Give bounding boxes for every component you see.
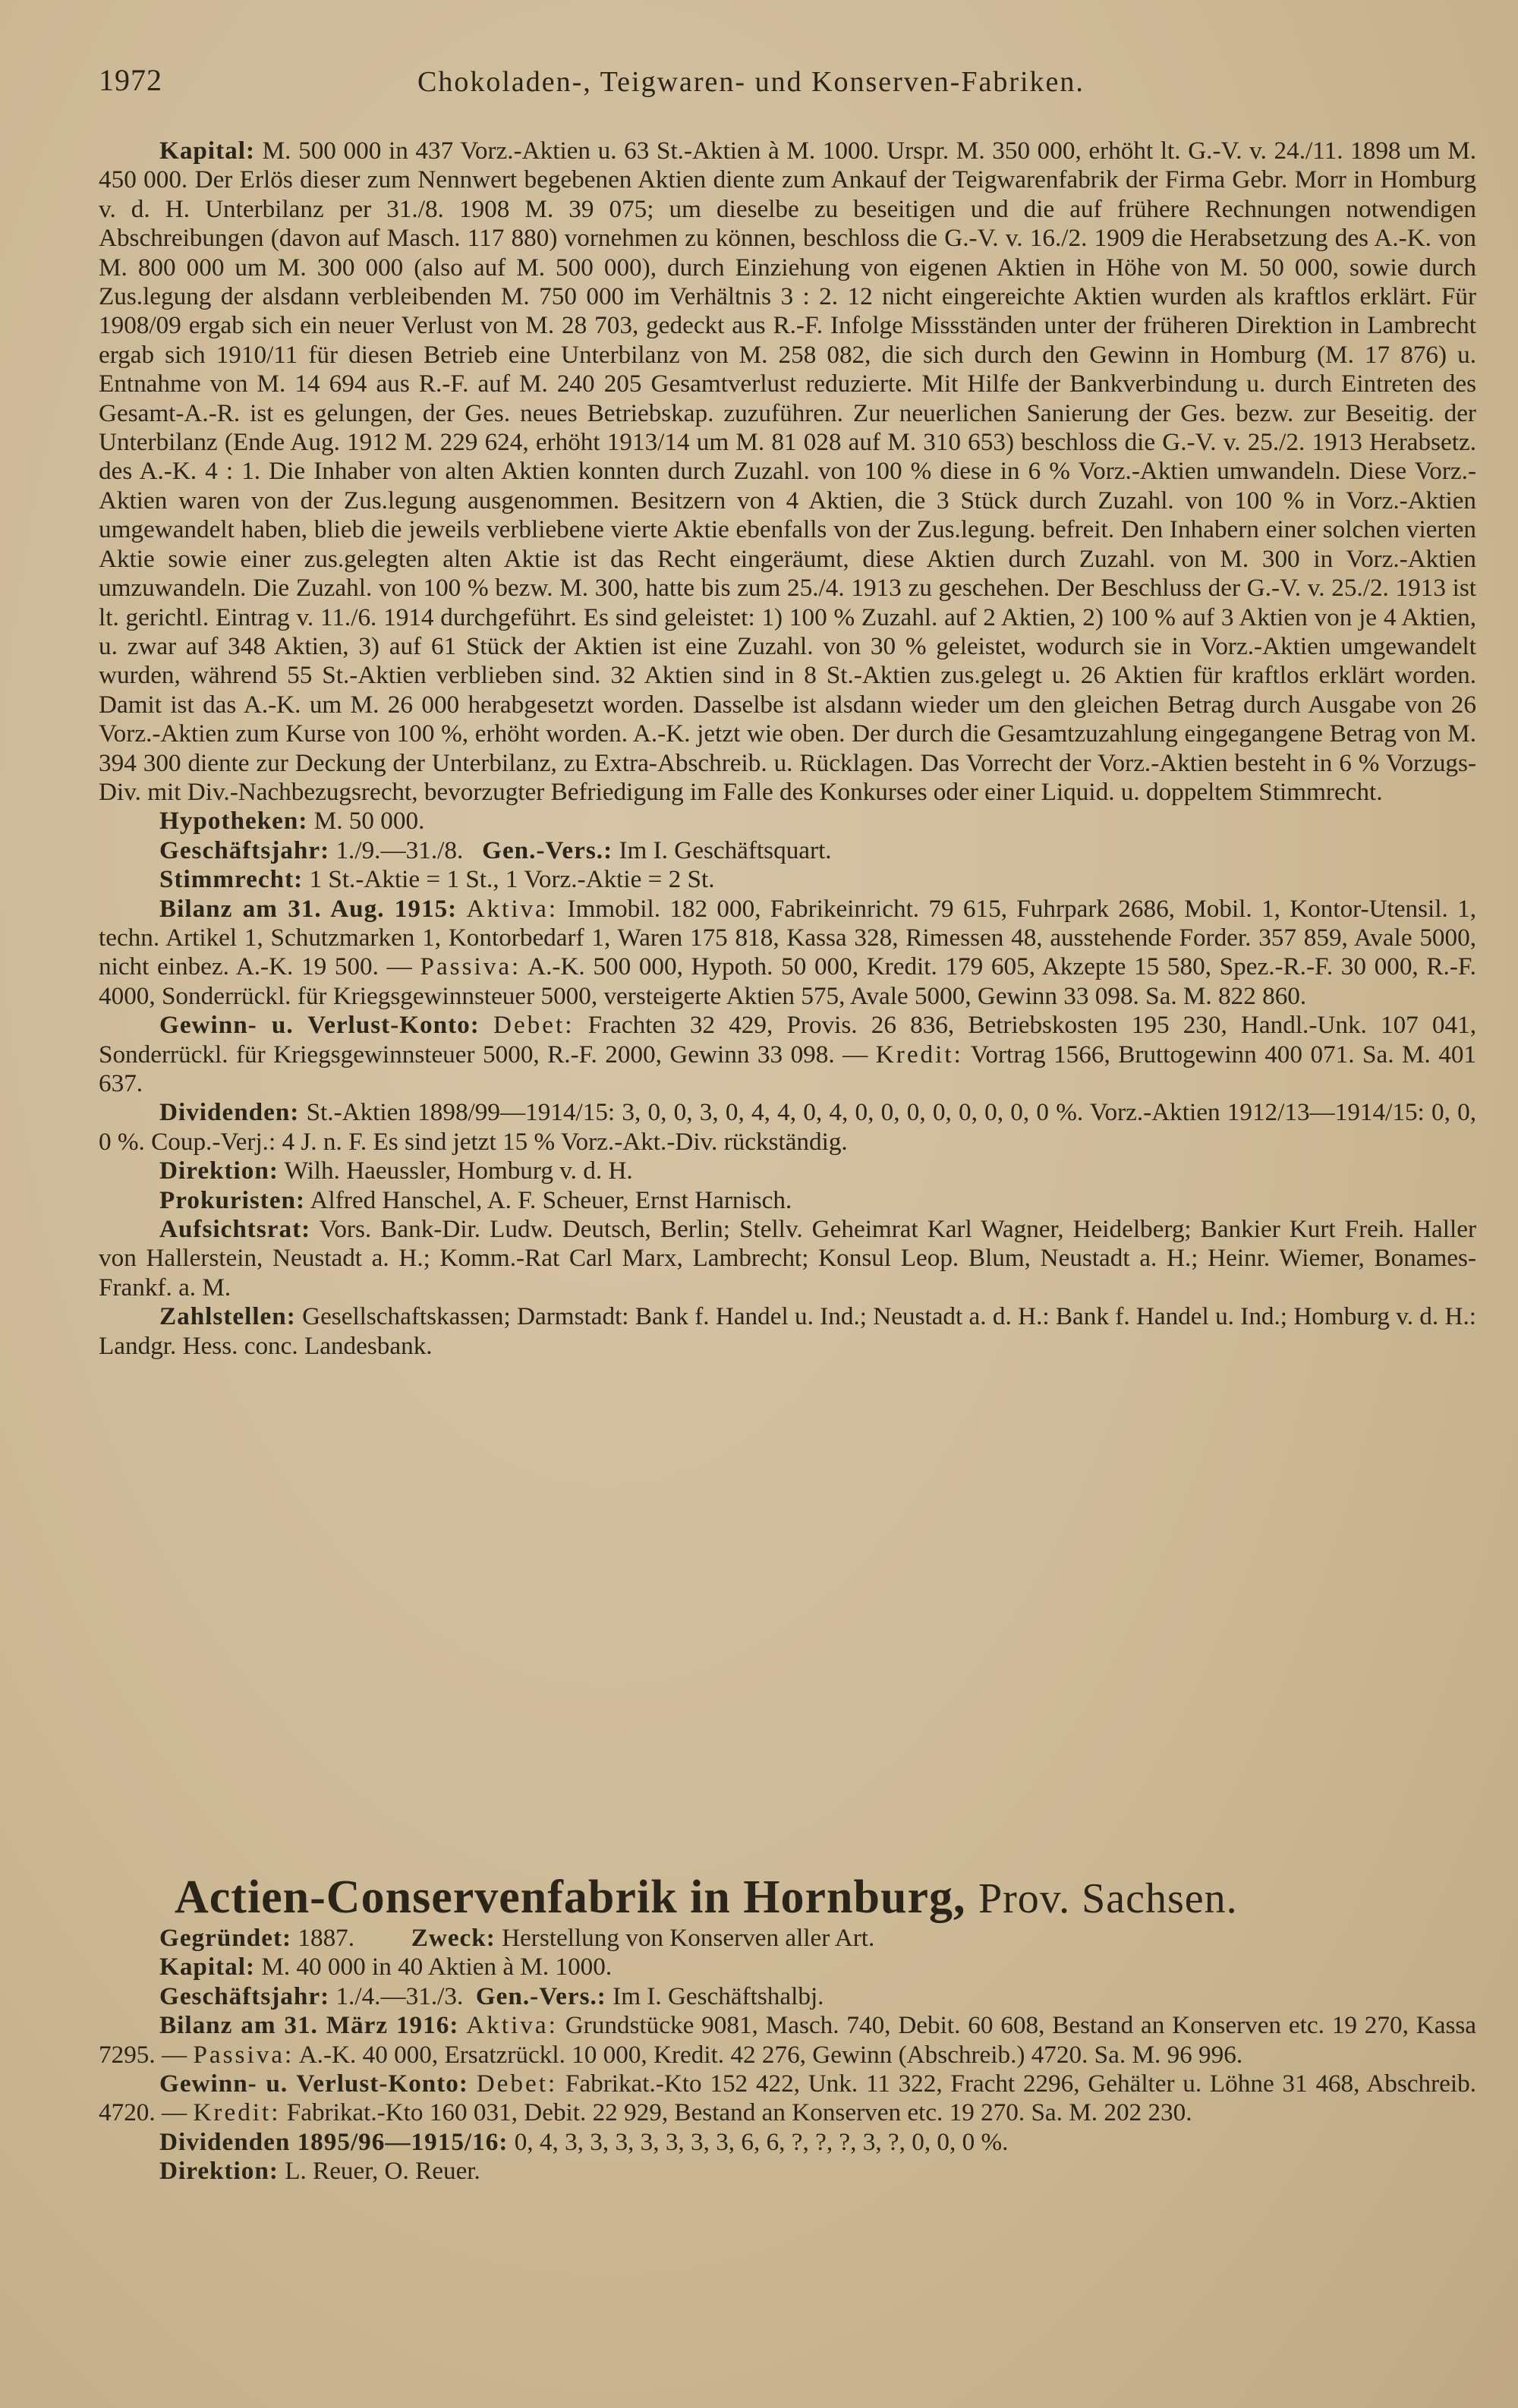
guv-paragraph [99,1011,1476,1098]
geschaeftsjahr2-text: 1./4.—31./3. [335,1981,464,2010]
company2-entry [99,1924,1476,2186]
aufsichtsrat-text: Vors. Bank-Dir. Ludw. Deutsch, Berlin; Stellv. Geheimrat Karl Wagner, Heidelberg; Bankier Kurt Freih. Haller von Hallerstein, Neustadt a. H.; Komm.-Rat Carl Marx, Lambrecht; Konsul Leop. Blum, Neustadt a. H.; Heinr. Wiemer, Bonames-Frankf. a. M. [99,1215,1476,1302]
zahlstellen-paragraph [99,1302,1476,1361]
aufsichtsrat-paragraph [99,1215,1476,1302]
stimmrecht-paragraph [99,865,1476,894]
debet2-label: Debet: [476,2070,558,2098]
gegruendet-label: Gegründet: [159,1924,292,1952]
hypotheken-text: M. 50 000. [313,807,425,836]
kapital2-paragraph [99,1953,1476,1981]
genvers2-label: Gen.-Vers.: [475,1981,606,2010]
kapital2-label: Kapital: [159,1953,256,1981]
direktion2-paragraph [99,2157,1476,2186]
dividenden-paragraph [99,1098,1476,1157]
dividenden-text: St.-Aktien 1898/99—1914/15: 3, 0, 0, 3, 0, 4, 4, 0, 4, 0, 0, 0, 0, 0, 0, 0, 0 %. Vorz.-Aktien 1912/13—1914/15: 0, 0, 0 %. Coup.-Verj.: 4 J. n. F. Es sind jetzt 15 % Vorz.-Akt.-Div. rückständig. [99,1098,1477,1156]
aktiva-text: Immobil. 182 000, Fabrikeinricht. 79 615, Fuhrpark 2686, Mobil. 1, Kontor-Utensil. 1, techn. Artikel 1, Schutzmarken 1, Kontorbedarf 1, Waren 175 818, Kassa 328, Rimessen 48, ausstehende Forder. 357 859, Avale 5000, nicht einbez. A.-K. 19 500. — [99,894,1476,981]
dividenden2-text: 0, 4, 3, 3, 3, 3, 3, 3, 3, 6, 6, ?, ?, ?, 3, ?, 0, 0, 0 %. [514,2127,1009,2156]
zahlstellen-label: Zahlstellen: [159,1302,296,1331]
running-title: Chokoladen-, Teigwaren- und Konserven-Fabriken. [417,66,1085,98]
kapital-label: Kapital: [159,137,256,165]
page-number: 1972 [99,63,162,97]
company2-name: Actien-Conservenfabrik in Hornburg, [175,1871,966,1923]
bilanz2-label: Bilanz am 31. März 1916: [159,2011,459,2040]
hypotheken-paragraph [99,807,1476,836]
direktion-text: Wilh. Haeussler, Homburg v. d. H. [284,1157,633,1185]
passiva2-text: A.-K. 40 000, Ersatzrückl. 10 000, Kredit. 42 276, Gewinn (Abschreib.) 4720. Sa. M. 96 996. [298,2040,1243,2069]
bilanz-paragraph [99,895,1476,1012]
company2-title [175,1871,1465,1925]
zweck-text: Herstellung von Konserven aller Art. [502,1924,875,1952]
passiva-text: A.-K. 500 000, Hypoth. 50 000, Kredit. 179 605, Akzepte 15 580, Spez.-R.-F. 30 000, R.-F. 4000, Sonderrückl. für Kriegsgewinnsteuer 5000, versteigerte Aktien 575, Avale 5000, Gewinn 33 098. Sa. M. 822 860. [99,952,1476,1010]
kapital2-text: M. 40 000 in 40 Aktien à M. 1000. [261,1953,613,1981]
dividenden2-paragraph [99,2128,1476,2157]
guv2-label: Gewinn- u. Verlust-Konto: [159,2070,468,2098]
kredit2-text: Fabrikat.-Kto 160 031, Debit. 22 929, Bestand an Konserven etc. 19 270. Sa. M. 202 230. [286,2098,1192,2127]
guv-label: Gewinn- u. Verlust-Konto: [159,1011,480,1040]
kapital-paragraph [99,137,1476,807]
company1-entry [99,137,1476,1361]
dividenden-label: Dividenden: [159,1098,300,1127]
geschaeftsjahr2-label: Geschäftsjahr: [159,1981,330,2010]
geschaeftsjahr-paragraph [99,836,1476,865]
genvers-text: Im I. Geschäftsquart. [619,836,832,864]
bilanz2-paragraph [99,2011,1476,2070]
debet-text: Frachten 32 429, Provis. 26 836, Betriebskosten 195 230, Handl.-Unk. 107 041, Sonderrückl. für Kriegsgewinnsteuer 5000, R.-F. 2000, Gewinn 33 098. — [99,1011,1477,1069]
kredit-text: Vortrag 1566, Bruttogewinn 400 071. Sa. M. 401 637. [99,1040,1477,1097]
debet-label: Debet: [493,1011,575,1040]
direktion-paragraph [99,1157,1476,1185]
company2-province: Prov. Sachsen. [978,1875,1238,1922]
prokuristen-paragraph [99,1186,1476,1215]
bilanz-label: Bilanz am 31. Aug. 1915: [159,894,458,923]
direktion2-text: L. Reuer, O. Reuer. [285,2157,480,2186]
aktiva-label: Aktiva: [466,894,559,923]
page-header [99,62,1465,115]
direktion-label: Direktion: [159,1157,279,1185]
hypotheken-label: Hypotheken: [159,807,308,836]
prokuristen-label: Prokuristen: [159,1185,306,1214]
gegruendet-text: 1887. [298,1924,355,1952]
guv2-paragraph [99,2070,1476,2128]
stimmrecht-label: Stimmrecht: [159,865,304,894]
geschaeftsjahr-text: 1./9.—31./8. [335,836,464,864]
aufsichtsrat-label: Aufsichtsrat: [159,1215,311,1244]
passiva-label: Passiva: [420,952,521,981]
debet2-text: Fabrikat.-Kto 152 422, Unk. 11 322, Fracht 2296, Gehälter u. Löhne 31 468, Abschreib. 4720. — [99,2070,1477,2127]
aktiva2-text: Grundstücke 9081, Masch. 740, Debit. 60 608, Bestand an Konserven etc. 19 270, Kassa 7295. — [99,2011,1477,2069]
kredit2-label: Kredit: [193,2098,281,2127]
direktion2-label: Direktion: [159,2157,279,2186]
geschaeftsjahr-label: Geschäftsjahr: [159,836,330,864]
geschaeftsjahr2-paragraph [99,1982,1476,2011]
zahlstellen-text: Gesellschaftskassen; Darmstadt: Bank f. Handel u. Ind.; Neustadt a. d. H.: Bank f. Handel u. Ind.; Homburg v. d. H.: Landgr. Hess. conc. Landesbank. [99,1302,1476,1360]
stimmrecht-text: 1 St.-Aktie = 1 St., 1 Vorz.-Aktie = 2 St. [309,865,715,894]
genvers-label: Gen.-Vers.: [482,836,613,864]
aktiva2-label: Aktiva: [466,2011,558,2040]
genvers2-text: Im I. Geschäftshalbj. [613,1981,824,2010]
passiva2-label: Passiva: [193,2040,294,2069]
dividenden2-label: Dividenden 1895/96—1915/16: [159,2127,509,2156]
gegruendet-paragraph [99,1924,1476,1953]
kredit-label: Kredit: [875,1040,963,1069]
kapital-text: M. 500 000 in 437 Vorz.-Aktien u. 63 St.-Aktien à M. 1000. Urspr. M. 350 000, erhöht lt. G.-V. v. 24./11. 1898 um M. 450 000. Der Erlös dieser zum Nennwert begebenen Aktien diente zum Ankauf der Teigwarenfabrik der Firma Gebr. Morr in Homburg v. d. H. Unterbilanz per 31./8. 1908 M. 39 075; um dieselbe zu beseitigen und die auf frühere Rechnungen notwendigen Abschreibungen (davon auf Masch. 117 880) vornehmen zu können, beschloss die G.-V. v. 16./2. 1909 die Herabsetzung des A.-K. von M. 800 000 um M. 300 000 (also auf M. 500 000), durch Einziehung von eigenen Aktien in Höhe von M. 50 000, sowie durch Zus.legung der alsdann verbleibenden M. 750 000 im Verhältnis 3 : 2. 12 nicht eingereichte Aktien wurden als kraftlos erklärt. Für 1908/09 ergab sich ein neuer Verlust von M. 28 703, gedeckt aus R.-F. Infolge Missständen unter der früheren Direktion in Lambrecht ergab sich 1910/11 für diesen Betrieb eine Unterbilanz von M. 258 082, die sich durch den Gewinn in Homburg (M. 17 876) u. Entnahme von M. 14 694 aus R.-F. auf M. 240 205 Gesamtverlust reduzierte. Mit Hilfe der Bankverbindung u. durch Eintreten des Gesamt-A.-R. ist es gelungen, der Ges. neues Betriebskap. zuzuführen. Zur neuerlichen Sanierung der Ges. bezw. zur Beseitig. der Unterbilanz (Ende Aug. 1912 M. 229 624, erhöht 1913/14 um M. 81 028 auf M. 310 653) beschloss die G.-V. v. 25./2. 1913 Herabsetz. des A.-K. 4 : 1. Die Inhaber von alten Aktien konnten durch Zuzahl. von 100 % diese in 6 % Vorz.-Aktien umwandeln. Diese Vorz.-Aktien waren von der Zus.legung ausgenommen. Besitzern von 4 Aktien, die 3 Stück durch Zuzahl. von 100 % in Vorz.-Aktien umgewandelt haben, blieb die jeweils verbliebene vierte Aktie ebenfalls von der Zus.legung. befreit. Den Inhabern einer solchen vierten Aktie sowie einer zus.gelegten alten Aktie ist das Recht eingeräumt, diese Aktien durch Zuzahl. von M. 300 in Vorz.-Aktien umzuwandeln. Die Zuzahl. von 100 % bezw. M. 300, hatte bis zum 25./4. 1913 zu geschehen. Der Beschluss der G.-V. v. 25./2. 1913 ist lt. gerichtl. Eintrag v. 11./6. 1914 durchgeführt. Es sind geleistet: 1) 100 % Zuzahl. auf 2 Aktien, 2) 100 % auf 3 Aktien von je 4 Aktien, u. zwar auf 348 Aktien, 3) auf 61 Stück der Aktien ist eine Zuzahl. von 30 % geleistet, wodurch sie in Vorz.-Aktien umgewandelt wurden, während 55 St.-Aktien verblieben sind. 32 Aktien sind in 8 St.-Aktien zus.gelegt u. 26 Aktien für kraftlos erklärt worden. Damit ist das A.-K. um M. 26 000 herabgesetzt worden. Dasselbe ist alsdann wieder um den gleichen Betrag durch Ausgabe von 26 Vorz.-Aktien zum Kurse von 100 %, erhöht worden. A.-K. jetzt wie oben. Der durch die Gesamtzuzahlung eingegangene Betrag von M. 394 300 diente zur Deckung der Unterbilanz, zu Extra-Abschreib. u. Rücklagen. Das Vorrecht der Vorz.-Aktien besteht in 6 % Vorzugs-Div. mit Div.-Nachbezugsrecht, bevorzugter Befriedigung im Falle des Konkurses oder einer Liquid. u. doppeltem Stimmrecht. [99,137,1477,806]
zweck-label: Zweck: [411,1924,496,1952]
prokuristen-text: Alfred Hanschel, A. F. Scheuer, Ernst Harnisch. [310,1185,792,1214]
